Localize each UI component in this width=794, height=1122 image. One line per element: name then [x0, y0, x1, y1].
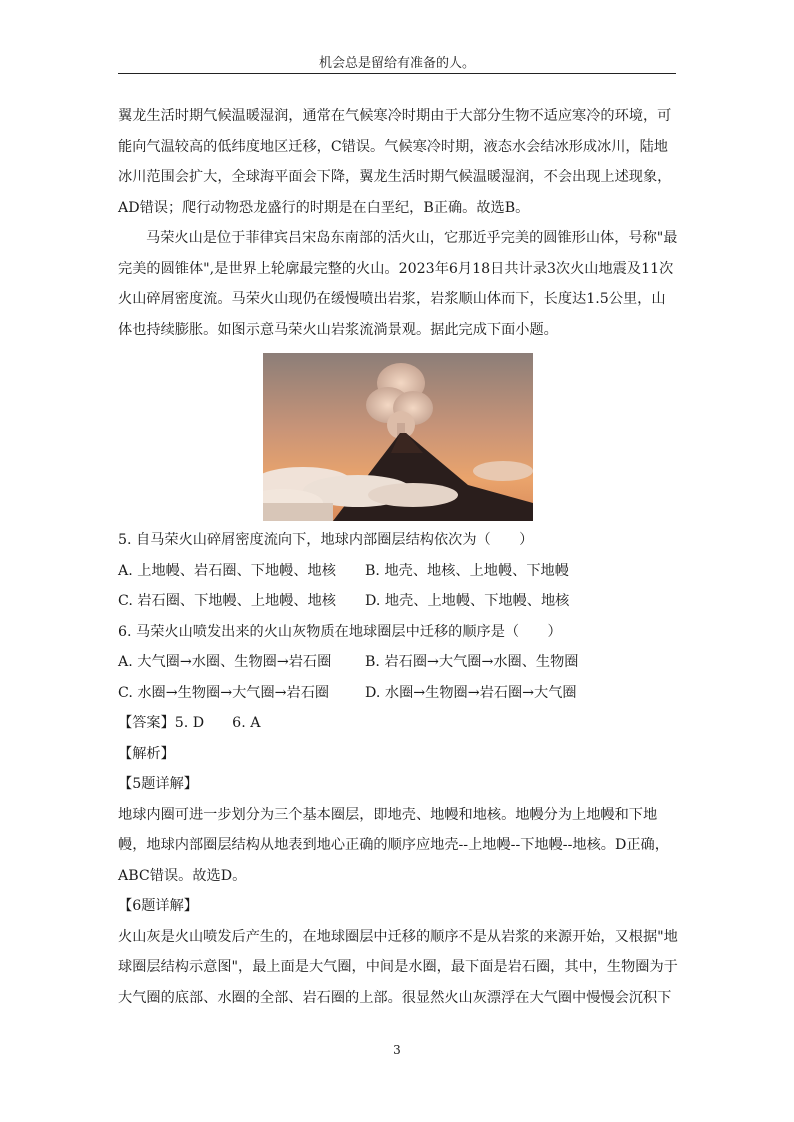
question-5-options-row-1 [118, 556, 678, 587]
q5-option-d: D. 地壳、上地幔、下地幔、地核 [365, 593, 570, 609]
paragraph-mayon-intro: 马荣火山是位于菲律宾吕宋岛东南部的活火山，它那近乎完美的圆锥形山体，号称"最完美的圆锥体",是世界上轮廓最完整的火山。2023年6月18日共计录3次火山地震及11次火山碎屑密度流。马荣火山现仍在缓慢喷出岩浆，岩浆顺山体而下，长度达1.5公里，山体也持续膨胀。如图示意马荣火山岩浆流淌景观。据此完成下面小题。 [118, 230, 678, 338]
question-6-options-row-2 [118, 678, 678, 709]
paragraph-pterosaur-explanation: 翼龙生活时期气候温暖湿润，通常在气候寒冷时期由于大部分生物不适应寒冷的环境，可能向气温较高的低纬度地区迁移，C错误。气候寒冷时期，液态水会结冰形成冰川，陆地冰川范围会扩大，全球海平面会下降，翼龙生活时期气候温暖湿润，不会出现上述现象，AD错误；爬行动物恐龙盛行的时期是在白垩纪，B正确。故选B。 [118, 108, 672, 216]
volcano-photo [263, 353, 533, 521]
document-body [118, 101, 678, 1013]
analysis-label: 【解析】 [118, 745, 175, 762]
detail-5-label: 【5题详解】 [118, 776, 198, 792]
question-5-options-row-2 [118, 586, 678, 617]
detail-5-text: 地球内圈可进一步划分为三个基本圈层，即地壳、地幔和地核。地幔分为上地幔和下地幔，地球内部圈层结构从地表到地心正确的顺序应地壳--上地幔--下地幔--地核。D正确，ABC错误。故选D。 [118, 806, 669, 884]
answer-6: 6. A [232, 715, 261, 731]
q6-option-c: C. 水圈→生物圈→大气圈→岩石圈 [118, 684, 330, 701]
q6-option-a: A. 大气圈→水圈、生物圈→岩石圈 [118, 654, 332, 670]
question-6-stem: 6. 马荣火山喷发出来的火山灰物质在地球圈层中迁移的顺序是（ ） [118, 623, 562, 640]
page-header: 机会总是留给有准备的人。 [318, 56, 475, 71]
detail-6-text: 火山灰是火山喷发后产生的，在地球圈层中迁移的顺序不是从岩浆的来源开始，又根据"地球圈层结构示意图"，最上面是大气圈，中间是水圈，最下面是岩石圈，其中，生物圈为于大气圈的底部、水圈的全部、岩石圈的上部。很显然火山灰漂浮在大气圈中慢慢会沉积下 [118, 928, 678, 1006]
detail-6-label: 【6题详解】 [118, 898, 198, 914]
q5-option-c: C. 岩石圈、下地幔、上地幔、地核 [118, 593, 336, 609]
q6-option-d: D. 水圈→生物圈→岩石圈→大气圈 [365, 684, 577, 701]
q6-option-b: B. 岩石圈→大气圈→水圈、生物圈 [365, 654, 579, 670]
question-5-stem: 5. 自马荣火山碎屑密度流向下，地球内部圈层结构依次为（ ） [118, 532, 534, 548]
page-number: 3 [393, 1043, 401, 1057]
header-divider [118, 73, 676, 74]
mayon-volcano-image [263, 353, 533, 521]
answer-5: 【答案】5. D [118, 715, 205, 731]
question-6-options-row-1 [118, 647, 678, 678]
q5-option-b: B. 地壳、地核、上地幔、下地幔 [365, 562, 569, 579]
answer-line [118, 708, 678, 739]
q5-option-a: A. 上地幔、岩石圈、下地幔、地核 [118, 562, 336, 579]
